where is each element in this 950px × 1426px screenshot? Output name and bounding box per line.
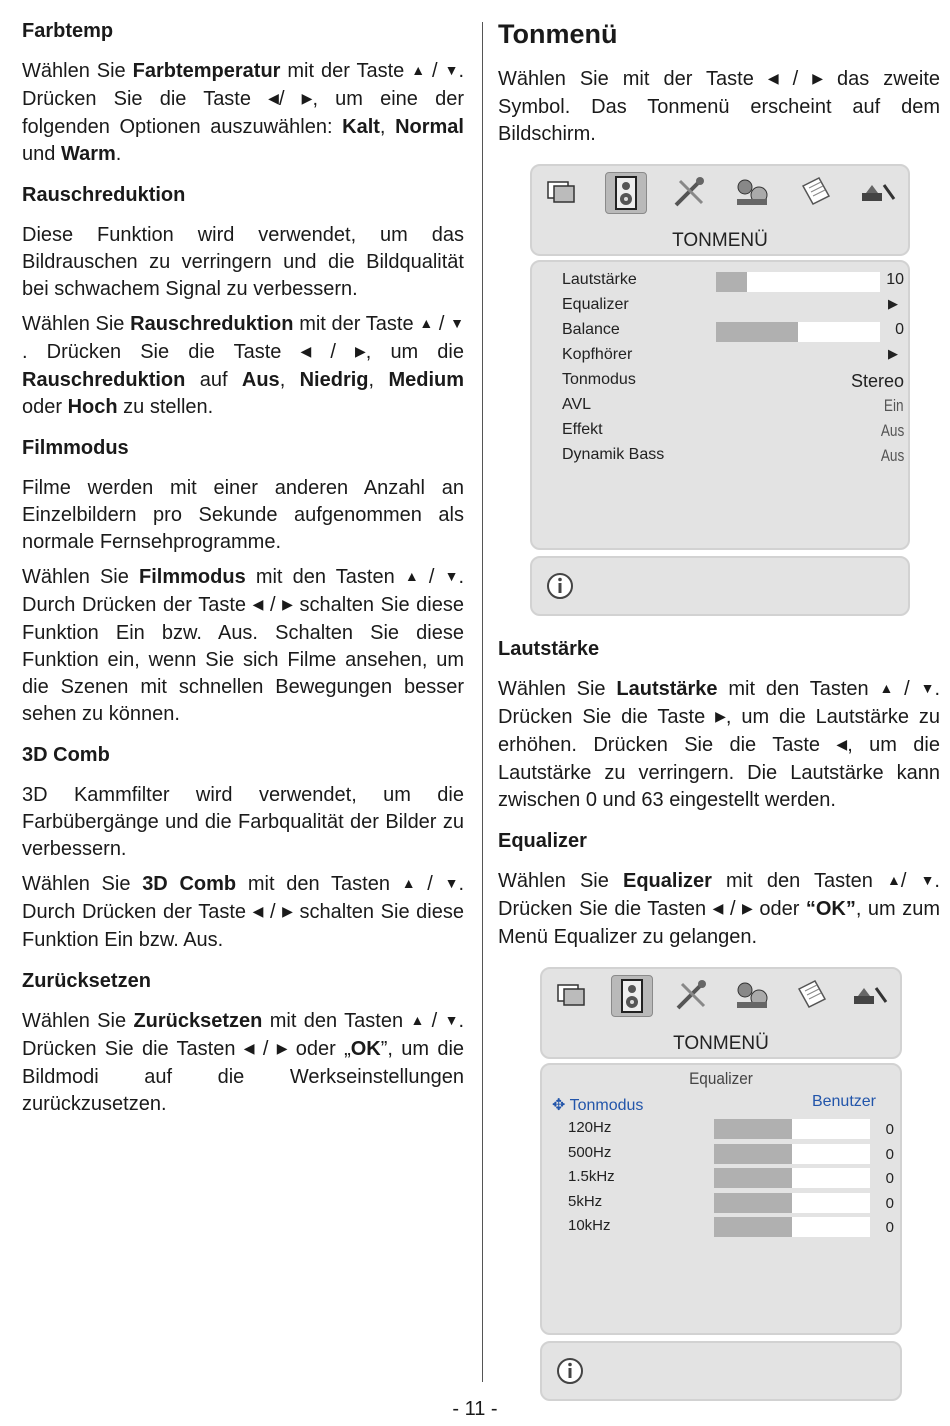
menu-item-tonmodus[interactable]: Tonmodus Stereo [562, 371, 904, 392]
menu-icon-bar [540, 967, 902, 1059]
right-column [498, 18, 940, 1421]
tools-icon [670, 172, 710, 212]
left-arrow-icon: ◀ [252, 903, 264, 919]
left-arrow-icon: ◀ [712, 900, 724, 917]
heading-tonmenue: Tonmenü [498, 19, 618, 49]
right-arrow-icon: ▶ [742, 900, 753, 917]
right-arrow-icon: ▶ [888, 346, 898, 362]
settings-icon [732, 172, 772, 212]
up-arrow-icon: ▲ [879, 680, 894, 697]
eq-slider[interactable] [714, 1168, 870, 1188]
para-reset: Wählen Sie Zurücksetzen mit den Tasten ▲ / ▼. Drücken Sie die Tasten ◀ / ▶ oder „OK”, um die Bildmodi auf die Werkseinstellungen zurückzusetzen. [22, 1008, 464, 1118]
right-arrow-icon: ▶ [301, 90, 313, 106]
down-arrow-icon: ▼ [450, 315, 464, 331]
column-divider [482, 22, 483, 1382]
right-arrow-icon: ▶ [282, 596, 293, 612]
down-arrow-icon: ▼ [444, 568, 459, 584]
down-arrow-icon: ▼ [444, 1012, 459, 1028]
para-film-1: Filme werden mit einer anderen Anzahl an Einzelbildern pro Sekunde aufgenommen als normale Fernsehprogramme. [22, 477, 464, 553]
menu-item-kopfhoerer[interactable]: Kopfhörer ▶ [562, 346, 898, 364]
eq-slider[interactable] [714, 1119, 870, 1139]
document-icon [791, 975, 831, 1015]
up-arrow-icon: ▲ [410, 1012, 425, 1028]
down-arrow-icon: ▼ [920, 872, 935, 889]
heading-zuruecksetzen: Zurücksetzen [22, 970, 151, 992]
left-arrow-icon: ◀ [767, 70, 779, 87]
eq-band-10khz[interactable]: 10kHz 0 [568, 1217, 894, 1237]
left-column [22, 18, 464, 1126]
menu-title: TONMENÜ [673, 1033, 769, 1055]
para-comb-1: 3D Kammfilter wird verwendet, um die Farbübergänge und die Farbqualität der Bilder zu verbessern. [22, 784, 464, 860]
eq-slider[interactable] [714, 1144, 870, 1164]
menu-item-lautstaerke[interactable]: Lautstärke 10 [532, 268, 908, 293]
para-farbtemp: Wählen Sie Farbtemperatur mit der Taste ▲ / ▼. Drücken Sie die Taste ◀/ ▶, um eine der folgenden Optionen auszuwählen: Kalt, Normal und Warm. [22, 58, 464, 168]
menu-info-bar [540, 1341, 902, 1401]
document-icon [795, 172, 835, 212]
heading-filmmodus: Filmmodus [22, 437, 129, 459]
heading-lautstaerke: Lautstärke [498, 638, 600, 661]
right-arrow-icon: ▶ [282, 903, 293, 919]
volume-bar[interactable] [716, 272, 880, 292]
menu-list [530, 260, 910, 550]
tools-icon [672, 975, 712, 1015]
left-arrow-icon: ◀ [300, 343, 312, 359]
up-arrow-icon: ▲ [411, 62, 426, 78]
info-icon [546, 572, 574, 600]
para-tonmenue: Wählen Sie mit der Taste ◀ / ▶ das zweite Symbol. Das Tonmenü erscheint auf dem Bildschirm. [498, 66, 940, 148]
eq-band-1-5khz[interactable]: 1.5kHz 0 [568, 1168, 894, 1188]
tonmenu-screenshot [530, 164, 910, 616]
menu-icon-bar [530, 164, 910, 256]
para-film-2: Wählen Sie Filmmodus mit den Tasten ▲ / ▼. Durch Drücken der Taste ◀ / ▶ schalten Sie diese Funktion Ein bzw. Aus. Schalten Sie diese Funktion ein, wenn Sie sich Filme ansehen, um die Szenen mit schnellen Bewegungen besser sehen zu können. [22, 564, 464, 728]
heading-equalizer: Equalizer [498, 830, 587, 853]
menu-item-tonmodus[interactable]: ✥ Tonmodus Benutzer [552, 1093, 876, 1115]
right-arrow-icon: ▶ [355, 343, 366, 359]
para-rausch-1: Diese Funktion wird verwendet, um das Bildrauschen zu verringern und die Bildqualität bei schwachem Signal zu verbessern. [22, 224, 464, 300]
up-arrow-icon: ▲ [419, 315, 434, 331]
settings-icon [732, 975, 772, 1015]
eq-band-500hz[interactable]: 500Hz 0 [568, 1143, 894, 1163]
down-arrow-icon: ▼ [920, 680, 935, 697]
para-rausch-2: Wählen Sie Rauschreduktion mit der Taste ▲ / ▼. Drücken Sie die Taste ◀ / ▶, um die Rauschreduktion auf Aus, Niedrig, Medium oder Hoch zu stellen. [22, 311, 464, 421]
speaker-icon [605, 172, 647, 214]
source-icon [858, 172, 898, 212]
picture-icon [542, 172, 582, 212]
left-arrow-icon: ◀ [836, 736, 848, 753]
right-arrow-icon: ▶ [715, 708, 726, 725]
left-arrow-icon: ◀ [268, 90, 279, 106]
right-arrow-icon: ▶ [812, 70, 824, 87]
picture-icon [552, 975, 592, 1015]
menu-item-equalizer[interactable]: Equalizer ▶ [562, 296, 898, 314]
eq-slider[interactable] [714, 1193, 870, 1213]
info-icon [556, 1357, 584, 1385]
up-arrow-icon: ▲ [887, 872, 901, 889]
speaker-icon [611, 975, 653, 1017]
up-arrow-icon: ▲ [401, 875, 416, 891]
menu-item-effekt[interactable]: Effekt Aus [562, 421, 904, 441]
menu-item-balance[interactable]: Balance 0 [532, 318, 908, 343]
menu-title: TONMENÜ [672, 230, 768, 252]
move-icon: ✥ [552, 1097, 566, 1115]
right-arrow-icon: ▶ [276, 1040, 288, 1056]
source-icon [850, 975, 890, 1015]
heading-3d-comb: 3D Comb [22, 744, 110, 766]
equalizer-screenshot [540, 967, 902, 1401]
right-arrow-icon: ▶ [888, 296, 898, 312]
page-number: - 11 - [452, 1398, 498, 1420]
heading-rauschreduktion: Rauschreduktion [22, 184, 186, 206]
equalizer-subtitle: Equalizer [689, 1069, 753, 1089]
eq-slider[interactable] [714, 1217, 870, 1237]
eq-band-120hz[interactable]: 120Hz 0 [568, 1119, 894, 1139]
left-arrow-icon: ◀ [252, 596, 264, 612]
down-arrow-icon: ▼ [444, 875, 459, 891]
equalizer-list [540, 1063, 902, 1335]
up-arrow-icon: ▲ [404, 568, 419, 584]
down-arrow-icon: ▼ [444, 62, 459, 78]
eq-band-5khz[interactable]: 5kHz 0 [568, 1192, 894, 1212]
para-lautstaerke: Wählen Sie Lautstärke mit den Tasten ▲ / ▼. Drücken Sie die Taste ▶, um die Lautstärke zu erhöhen. Drücken Sie die Taste ◀, um die Lautstärke zu verringern. Die Lautstärke kann zwischen 0 und 63 eingestellt werden. [498, 676, 940, 814]
para-comb-2: Wählen Sie 3D Comb mit den Tasten ▲ / ▼. Durch Drücken der Taste ◀ / ▶ schalten Sie diese Funktion Ein bzw. Aus. [22, 871, 464, 954]
menu-item-avl[interactable]: AVL Ein [562, 396, 904, 416]
menu-item-dynamik-bass[interactable]: Dynamik Bass Aus [562, 446, 904, 466]
para-equalizer: Wählen Sie Equalizer mit den Tasten ▲/ ▼. Drücken Sie die Tasten ◀ / ▶ oder “OK”, um zum Menü Equalizer zu gelangen. [498, 868, 940, 951]
heading-farbtemp: Farbtemp [22, 20, 114, 42]
left-arrow-icon: ◀ [243, 1040, 255, 1056]
balance-bar[interactable] [716, 322, 880, 342]
menu-info-bar [530, 556, 910, 616]
